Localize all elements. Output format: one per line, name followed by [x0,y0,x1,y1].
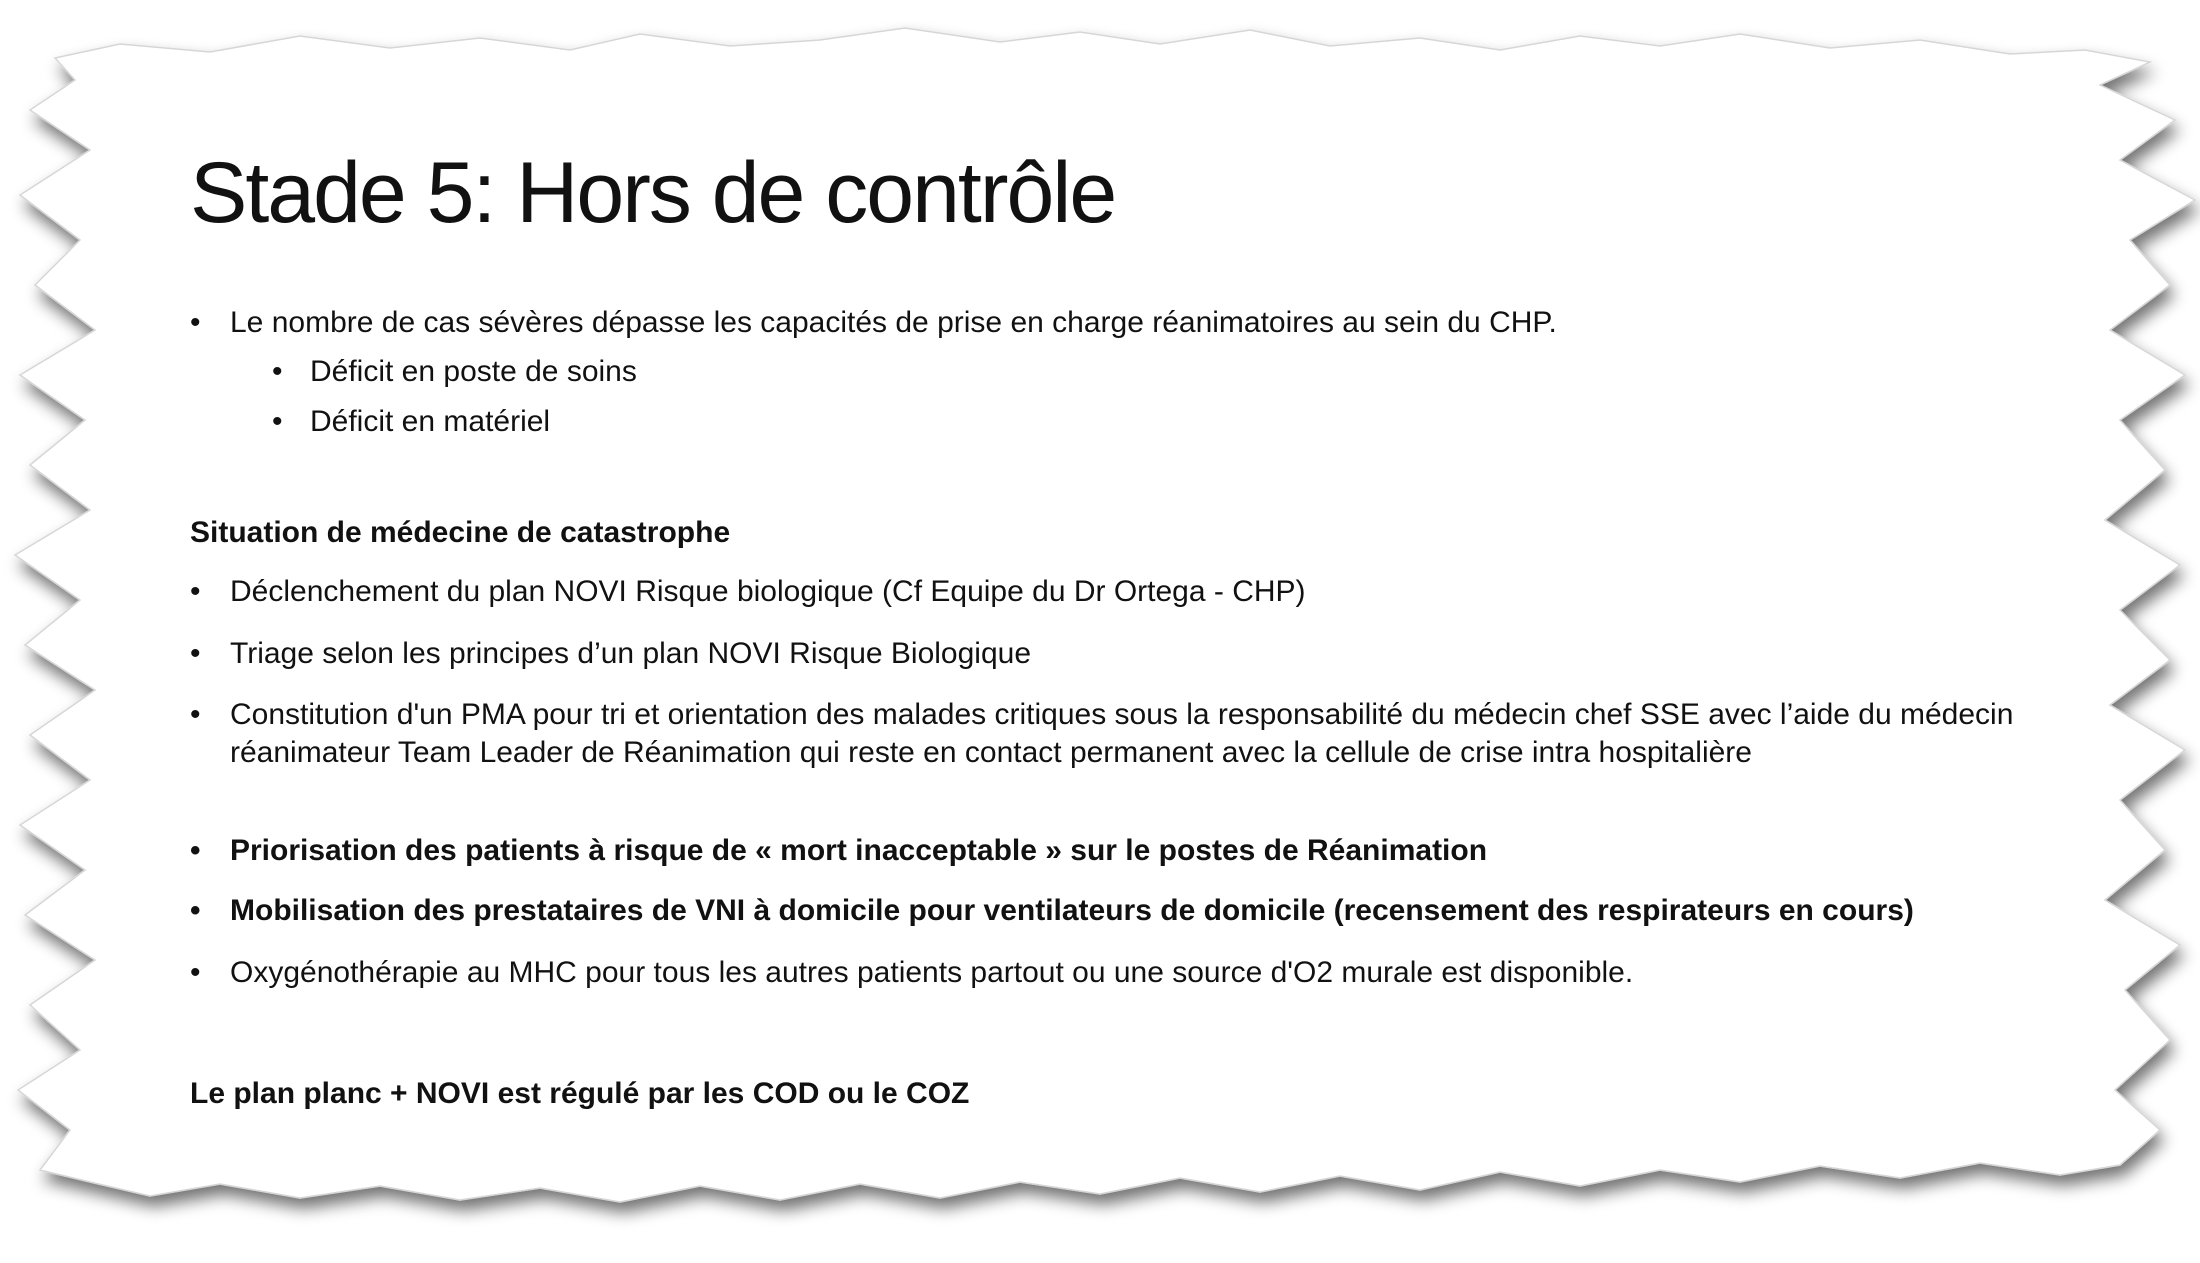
sub-bullet-item: Déficit en poste de soins [310,355,637,388]
bullet-marker: • [190,698,201,731]
section-heading: Situation de médecine de catastrophe [190,516,731,549]
bullet-marker: • [272,405,283,438]
bullet-item: Oxygénothérapie au MHC pour tous les autres patients partout ou une source d'O2 murale est disponible. [230,956,1634,989]
bullet-marker: • [190,575,201,608]
bullet-marker: • [190,834,201,867]
sub-bullet-item: Déficit en matériel [310,405,551,438]
bullet-item: Priorisation des patients à risque de « mort inacceptable » sur le postes de Réanimation [230,834,1488,867]
bullet-item: Constitution d'un PMA pour tri et orientation des malades critiques sous la responsabilité du médecin chef SSE avec l’aide du médecin réanimateur Team Leader de Réanimation qui reste en contact permanent avec la cellule de crise intra hospitalière [230,698,2014,769]
bullet-marker: • [272,355,283,388]
bullet-item: Déclenchement du plan NOVI Risque biologique (Cf Equipe du Dr Ortega - CHP) [230,575,1306,608]
slide-title: Stade 5: Hors de contrôle [190,145,1116,241]
bullet-marker: • [190,894,201,927]
bullet-item: Triage selon les principes d’un plan NOVI Risque Biologique [230,637,1032,670]
bullet-marker: • [190,306,201,339]
intro-bullet: Le nombre de cas sévères dépasse les capacités de prise en charge réanimatoires au sein du CHP. [230,306,1557,339]
footer-note: Le plan planc + NOVI est régulé par les COD ou le COZ [190,1077,970,1110]
bullet-marker: • [190,956,201,989]
bullet-item: Mobilisation des prestataires de VNI à domicile pour ventilateurs de domicile (recensement des respirateurs en cours) [230,894,1914,927]
bullet-marker: • [190,637,201,670]
